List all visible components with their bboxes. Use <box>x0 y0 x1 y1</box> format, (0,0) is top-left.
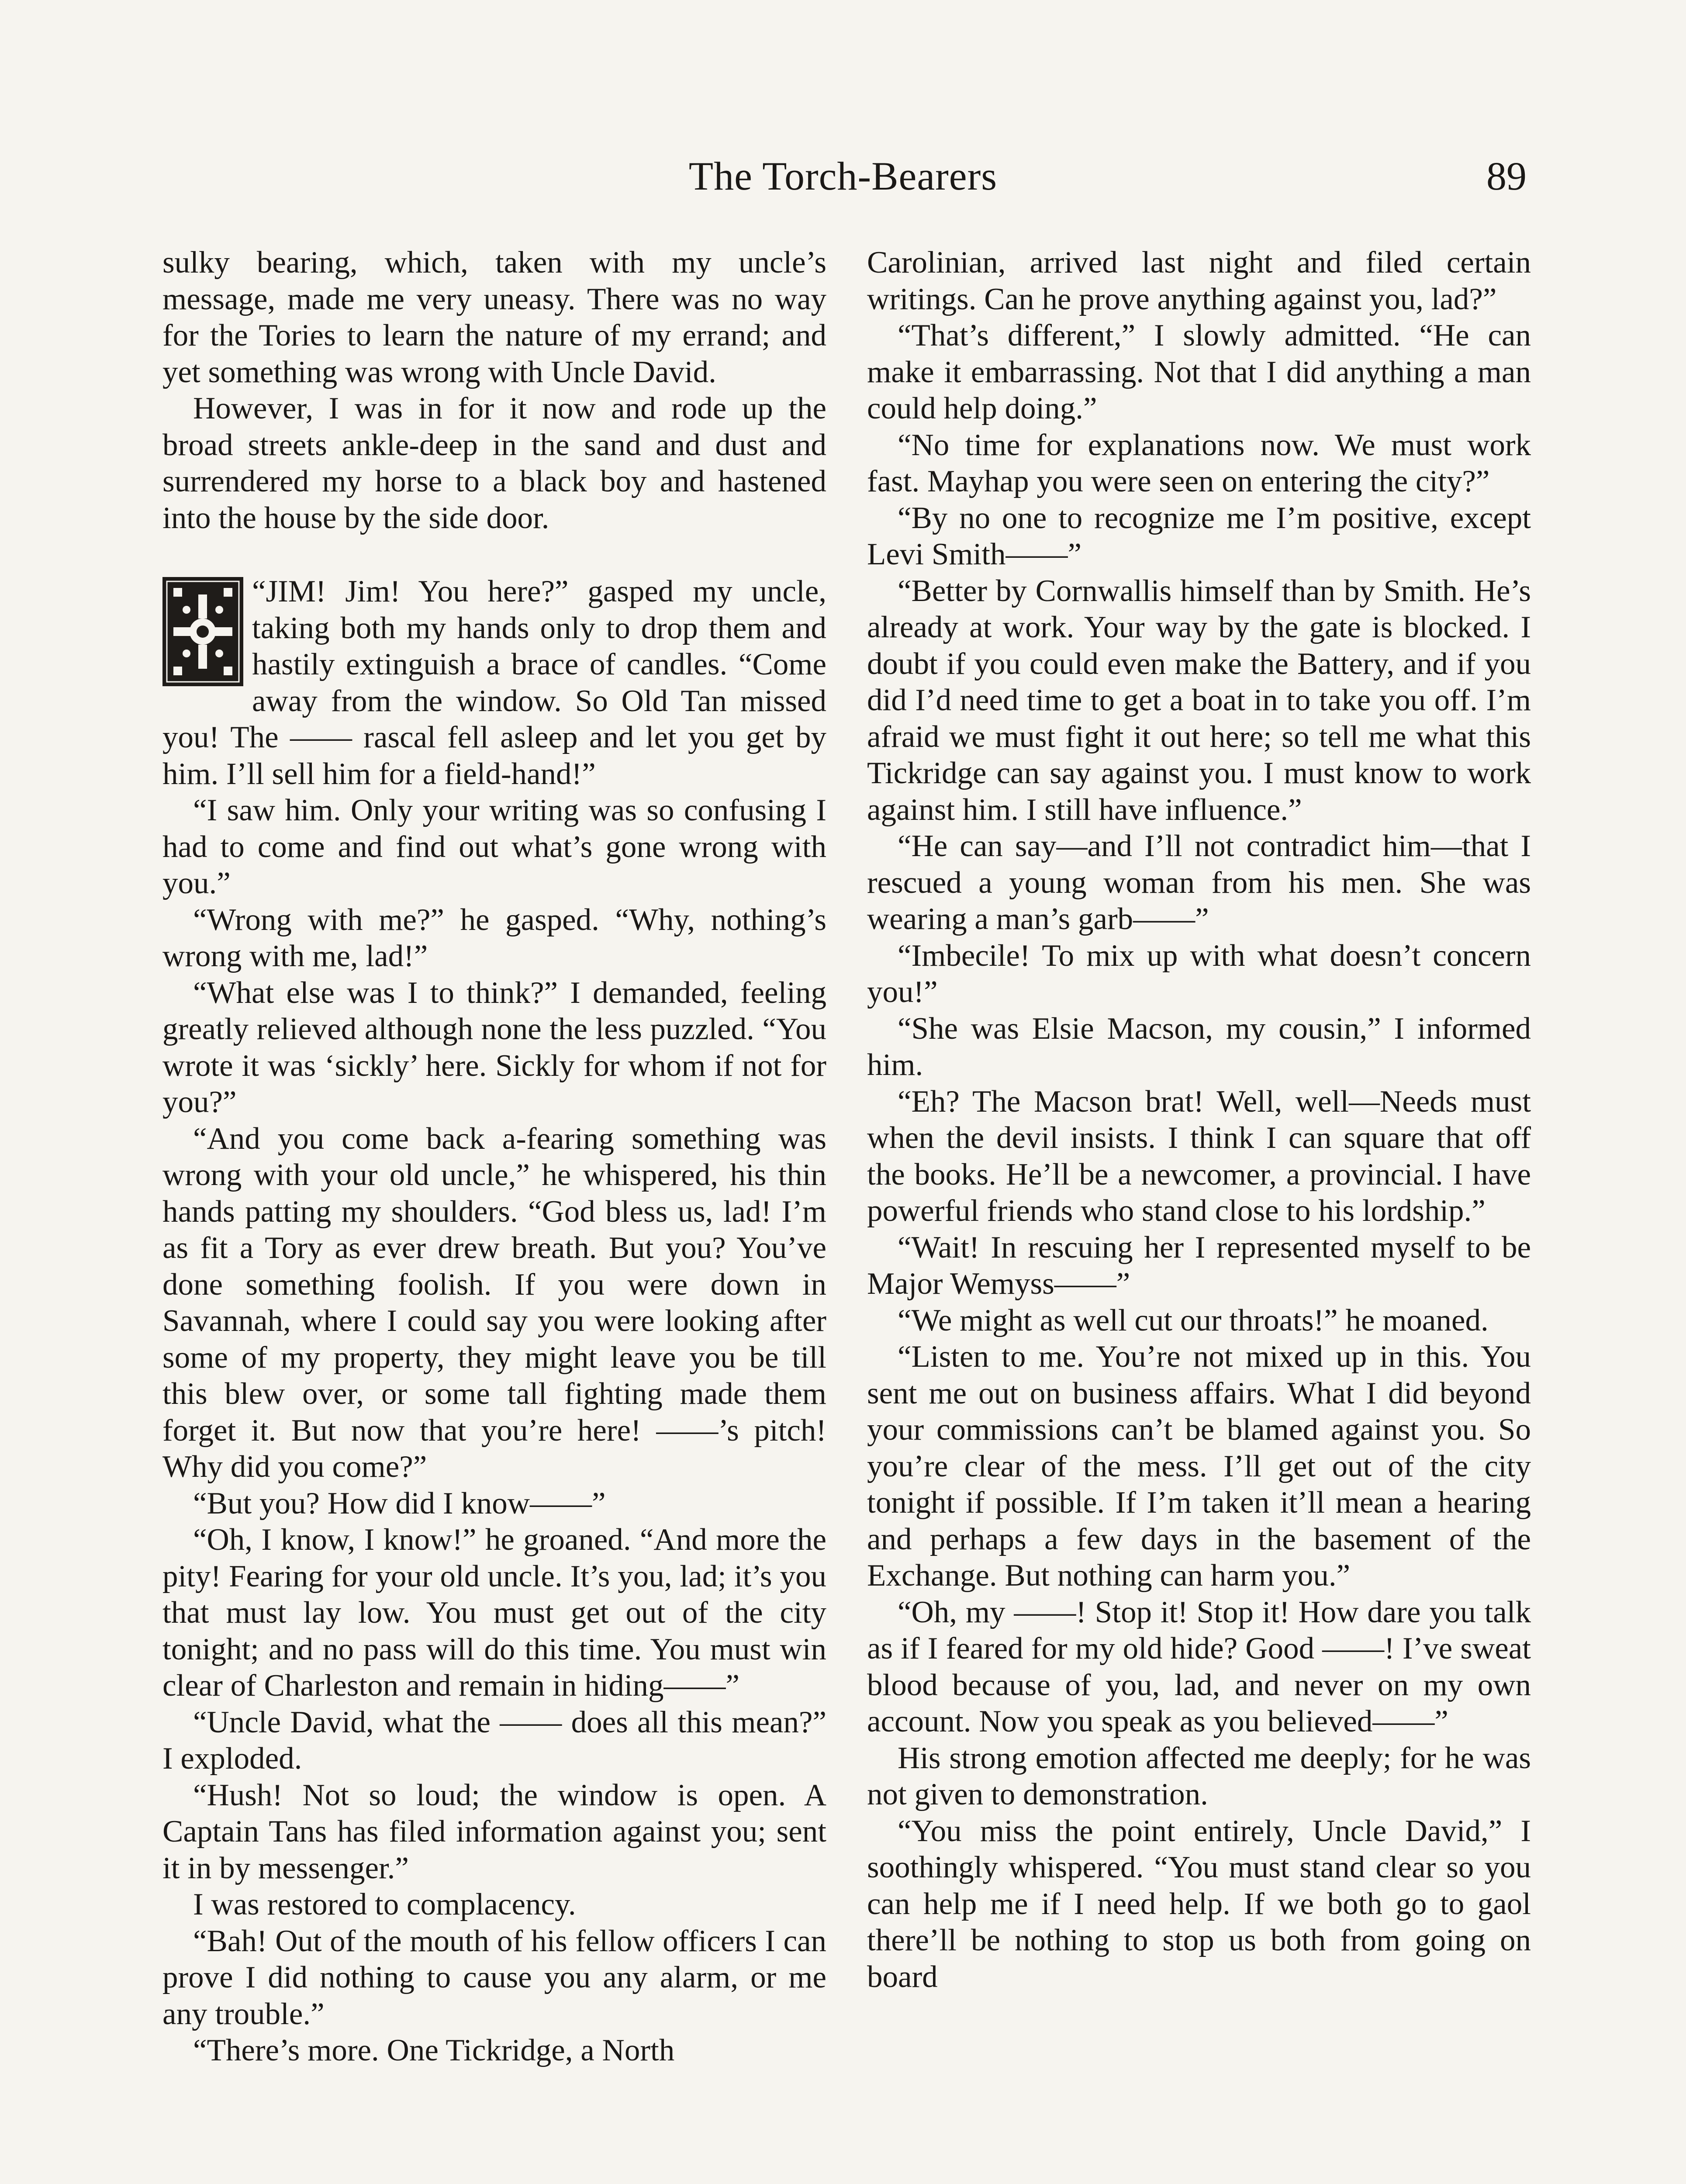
paragraph: “She was Elsie Macson, my cousin,” I informed him. <box>867 1011 1531 1082</box>
paragraph: “You miss the point entirely, Uncle David,” I soothingly whispered. “You must stand clear so you can help me if I need help. If we both go to gaol there’ll be nothing to stop us both from going on board <box>867 1814 1531 1994</box>
running-title: The Torch-Bearers <box>688 154 998 198</box>
paragraph: “By no one to recognize me I’m positive, except Levi Smith——” <box>867 501 1531 571</box>
paragraph: Carolinian, arrived last night and filed certain writings. Can he prove anything against you, lad?” <box>867 245 1531 316</box>
paragraph: “Listen to me. You’re not mixed up in this. You sent me out on business affairs. What I did beyond your commissions can’t be blamed against you. So you’re clear of the mess. I’ll get out of the city tonight if possible. If I’m taken it’ll mean a hearing and perhaps a few days in the basement of the Exchange. But nothing can harm you.” <box>867 1340 1531 1593</box>
paragraph: “Better by Cornwallis himself than by Smith. He’s already at work. Your way by the gate is blocked. I doubt if you could even make the Battery, and if you did I’d need time to get a boat in to take you off. I’m afraid we must fight it out here; so tell me what this Tickridge can say against you. I must know to work against him. I still have influence.” <box>867 574 1531 827</box>
ornamental-dropcap-icon <box>162 577 243 686</box>
page-header <box>0 144 1686 214</box>
paragraph: “Eh? The Macson brat! Well, well—Needs must when the devil insists. I think I can square that off the books. He’ll be a newcomer, a provincial. I have powerful friends who stand close to his lordship.” <box>867 1084 1531 1228</box>
paragraph: “And you come back a-fearing something was wrong with your old uncle,” he whispered, his thin hands patting my shoulders. “God bless us, lad! I’m as fit a Tory as ever drew breath. But you? You’ve done something foolish. If you were down in Savannah, where I could say you were looking after some of my property, they might leave you be till this blew over, or some tall fighting made them forget it. But now that you’re here! ——’s pitch! Why did you come?” <box>162 1121 826 1484</box>
dropcap-ornament-graphic <box>162 577 243 686</box>
paragraph: “He can say—and I’ll not contradict him—that I rescued a young woman from his men. She was wearing a man’s garb——” <box>867 829 1531 936</box>
paragraph: sulky bearing, which, taken with my uncle’s message, made me very uneasy. There was no way for the Tories to learn the nature of my errand; and yet something was wrong with Uncle David. <box>162 245 826 389</box>
paragraph: “There’s more. One Tickridge, a North <box>193 2033 675 2067</box>
paragraph: “Hush! Not so loud; the window is open. A Captain Tans has filed information against you; sent it in by messenger.” <box>162 1778 826 1885</box>
paragraph: “Oh, I know, I know!” he groaned. “And more the pity! Fearing for your old uncle. It’s you, lad; it’s you that must lay low. You must get out of the city tonight; and no pass will do this time. You must win clear of Charleston and remain in hiding——” <box>162 1523 826 1703</box>
paragraph: “We might as well cut our throats!” he moaned. <box>898 1303 1489 1337</box>
paragraph: “I saw him. Only your writing was so confusing I had to come and find out what’s gone wrong with you.” <box>162 793 826 900</box>
paragraph: “That’s different,” I slowly admitted. “He can make it embarrassing. Not that I did anything a man could help doing.” <box>867 318 1531 425</box>
section-break <box>162 536 826 574</box>
left-column <box>162 245 826 2069</box>
paragraph: “But you? How did I know——” <box>193 1486 606 1521</box>
paragraph: “Wait! In rescuing her I represented myself to be Major Wemyss——” <box>867 1230 1531 1301</box>
paragraph: “No time for explanations now. We must work fast. Mayhap you were seen on entering the city?” <box>867 428 1531 498</box>
paragraph: However, I was in for it now and rode up the broad streets ankle-deep in the sand and dust and surrendered my horse to a black boy and hastened into the house by the side door. <box>162 391 826 535</box>
paragraph: “JIM! Jim! You here?” gasped my uncle, taking both my hands only to drop them and hastily extinguish a brace of candles. “Come away from the window. So Old Tan missed you! The —— rascal fell asleep and let you get by him. I’ll sell him for a field-hand!” <box>162 574 826 791</box>
paragraph: “Bah! Out of the mouth of his fellow officers I can prove I did nothing to cause you any alarm, or me any trouble.” <box>162 1924 826 2031</box>
paragraph: I was restored to complacency. <box>193 1887 576 1921</box>
paragraph: “Imbecile! To mix up with what doesn’t concern you!” <box>867 938 1531 1009</box>
right-column <box>867 245 1531 1995</box>
paragraph: “Oh, my ——! Stop it! Stop it! How dare you talk as if I feared for my old hide? Good ——! I’ve sweat blood because of you, lad, and never on my own account. Now you speak as you believed——” <box>867 1595 1531 1738</box>
paragraph: “What else was I to think?” I demanded, feeling greatly relieved although none the less puzzled. “You wrote it was ‘sickly’ here. Sickly for whom if not for you?” <box>162 975 826 1119</box>
paragraph: “Wrong with me?” he gasped. “Why, nothing’s wrong with me, lad!” <box>162 902 826 973</box>
page-number: 89 <box>1486 154 1527 198</box>
paragraph: “Uncle David, what the —— does all this mean?” I exploded. <box>162 1705 826 1776</box>
paragraph: His strong emotion affected me deeply; for he was not given to demonstration. <box>867 1741 1531 1811</box>
